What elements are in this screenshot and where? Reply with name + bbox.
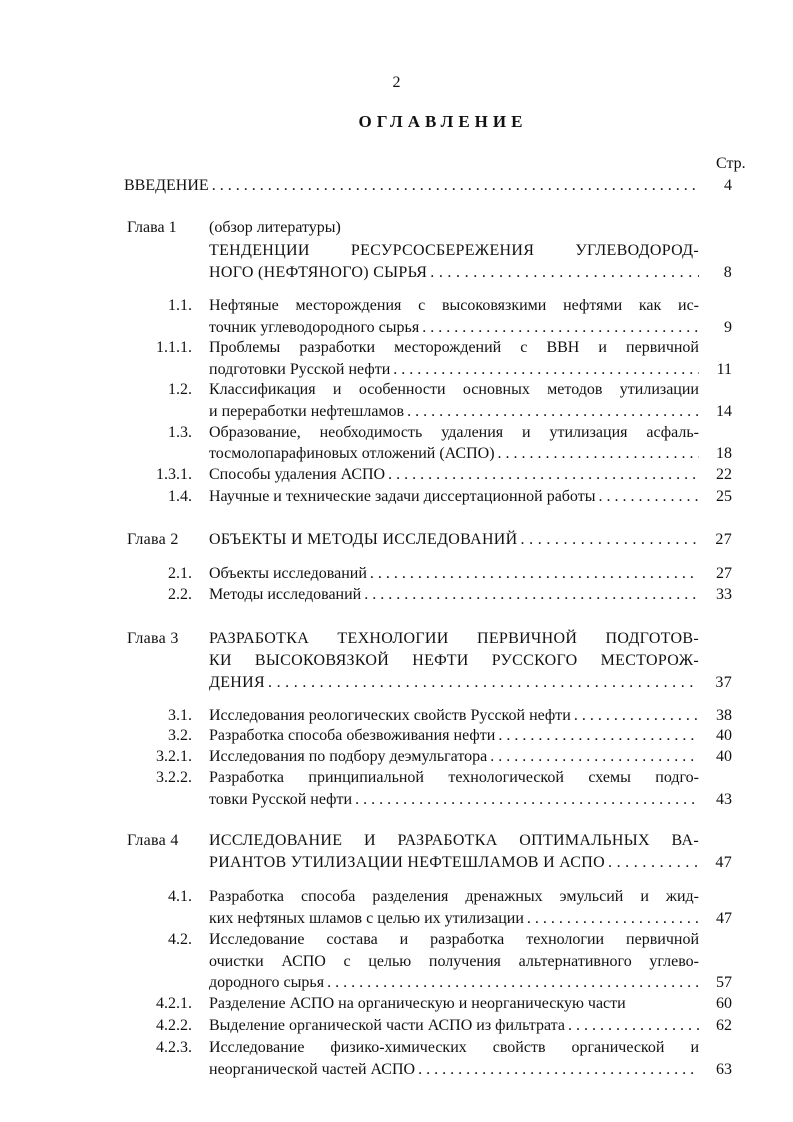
page-column-header: Стр. — [716, 155, 746, 172]
toc-page-number: 9 — [724, 319, 732, 336]
toc-section-3-1[interactable] — [0, 705, 793, 727]
chapter-title: ОБЪЕКТЫ И МЕТОДЫ ИССЛЕДОВАНИЙ — [209, 531, 518, 548]
section-title: Методы исследований — [209, 586, 362, 603]
section-title: Выделение органической части АСПО из фильтрата — [209, 1017, 565, 1034]
section-title: Нефтяные месторождения с высоковязкими нефтями как ис- — [209, 297, 699, 314]
section-title: Проблемы разработки месторождений с ВВН и первичной — [209, 339, 699, 356]
section-title: Способы удаления АСПО — [209, 466, 386, 483]
toc-page-number: 27 — [715, 531, 732, 548]
toc-section-1-2[interactable] — [0, 379, 793, 401]
section-number: 3.2.2. — [156, 769, 192, 786]
toc-chapter-2[interactable] — [0, 529, 793, 551]
toc-section-3-2-1[interactable] — [0, 746, 793, 768]
toc-page-number: 4 — [724, 177, 732, 194]
toc-section-2-2[interactable] — [0, 584, 793, 606]
toc-section-2-1[interactable] — [0, 563, 793, 585]
section-title: Исследование физико-химических свойств органической и — [209, 1039, 699, 1056]
section-number: 3.1. — [168, 707, 192, 724]
section-number: 4.1. — [168, 888, 192, 905]
section-title: товки Русской нефти — [209, 791, 353, 808]
page-title: ОГЛАВЛЕНИЕ — [358, 112, 528, 131]
chapter-title: НОГО (НЕФТЯНОГО) СЫРЬЯ — [209, 264, 428, 281]
toc-section-4-2-line-3[interactable] — [0, 972, 793, 994]
toc-chapter-4-line-2[interactable] — [0, 852, 793, 874]
section-title: Разработка способа обезвоживания нефти — [209, 727, 496, 744]
section-number: 1.3.1. — [156, 466, 192, 483]
chapter-title: ТЕНДЕНЦИИ РЕСУРСОСБЕРЕЖЕНИЯ УГЛЕВОДОРОД- — [209, 242, 699, 259]
toc-section-4-2[interactable] — [0, 929, 793, 951]
toc-page-number: 33 — [716, 586, 732, 603]
toc-page-number: 27 — [716, 565, 732, 582]
section-title: Исследования по подбору деэмульгатора — [209, 748, 488, 765]
section-title: подготовки Русской нефти — [209, 361, 391, 378]
chapter-title: КИ ВЫСОКОВЯЗКОЙ НЕФТИ РУССКОГО МЕСТОРОЖ- — [209, 652, 699, 669]
toc-chapter-1-header — [0, 217, 793, 239]
section-title: Разработка принципиальной технологической схемы подго- — [209, 769, 699, 786]
section-number: 1.1.1. — [156, 339, 192, 356]
toc-section-4-2-3[interactable] — [0, 1037, 793, 1059]
toc-page-number: 38 — [716, 707, 732, 724]
toc-page-number: 63 — [716, 1061, 732, 1078]
section-number: 2.1. — [168, 565, 192, 582]
section-number: 1.3. — [168, 424, 192, 441]
toc-page-number: 18 — [716, 445, 732, 462]
toc-chapter-1-title-line-1[interactable] — [0, 240, 793, 262]
section-title: ких нефтяных шламов с целью их утилизации — [209, 910, 524, 927]
page-number: 2 — [392, 74, 401, 91]
section-title: неорганической частей АСПО — [209, 1061, 416, 1078]
toc-section-3-2[interactable] — [0, 725, 793, 747]
toc-page-number: 40 — [716, 727, 732, 744]
toc-section-3-2-2-line-2[interactable] — [0, 789, 793, 811]
toc-chapter-1-title-line-2[interactable] — [0, 262, 793, 284]
toc-page-number: 47 — [716, 910, 732, 927]
toc-chapter-4-line-1[interactable] — [0, 830, 793, 852]
toc-page-number: 37 — [715, 674, 732, 691]
toc-page-number: 14 — [716, 403, 732, 420]
toc-section-4-2-3-line-2[interactable] — [0, 1059, 793, 1081]
chapter-number: Глава 1 — [127, 219, 177, 236]
section-title: Научные и технические задачи диссертационной работы — [209, 488, 596, 505]
section-number: 2.2. — [168, 586, 192, 603]
section-title: и переработки нефтешламов — [209, 403, 405, 420]
chapter-title: ИССЛЕДОВАНИЕ И РАЗРАБОТКА ОПТИМАЛЬНЫХ ВА- — [209, 832, 699, 849]
toc-page-number: 43 — [716, 791, 732, 808]
section-number: 4.2. — [168, 931, 192, 948]
chapter-title: РИАНТОВ УТИЛИЗАЦИИ НЕФТЕШЛАМОВ И АСПО — [209, 854, 605, 871]
section-title: очистки АСПО с целью получения альтернативного углево- — [209, 953, 699, 970]
toc-section-4-2-1[interactable] — [0, 993, 793, 1015]
section-number: 4.2.2. — [156, 1017, 192, 1034]
toc-page-number: 22 — [716, 466, 732, 483]
section-title: Объекты исследований — [209, 565, 367, 582]
toc-section-1-1-line-2[interactable] — [0, 317, 793, 339]
toc-section-4-1-line-2[interactable] — [0, 908, 793, 930]
toc-chapter-3-line-2[interactable] — [0, 650, 793, 672]
chapter-note: (обзор литературы) — [209, 219, 341, 236]
section-number: 4.2.1. — [156, 995, 192, 1012]
chapter-title: РАЗРАБОТКА ТЕХНОЛОГИИ ПЕРВИЧНОЙ ПОДГОТОВ- — [209, 630, 699, 647]
section-title: Исследования реологических свойств Русской нефти — [209, 707, 571, 724]
toc-page-number: 11 — [716, 361, 732, 378]
section-title: Образование, необходимость удаления и утилизация асфаль- — [209, 424, 699, 441]
toc-page-number: 62 — [716, 1017, 732, 1034]
section-title: точник углеводородного сырья — [209, 319, 420, 336]
section-number: 1.4. — [168, 488, 192, 505]
section-number: 1.1. — [168, 297, 192, 314]
section-number: 3.2. — [168, 727, 192, 744]
toc-page-number: 40 — [716, 748, 732, 765]
toc-section-1-1-1-line-2[interactable] — [0, 359, 793, 381]
section-title: дородного сырья — [209, 974, 325, 991]
toc-page-number: 8 — [723, 264, 732, 281]
chapter-title: ДЕНИЯ — [209, 674, 265, 691]
toc-section-1-2-line-2[interactable] — [0, 401, 793, 423]
toc-section-4-1[interactable] — [0, 886, 793, 908]
toc-section-3-2-2[interactable] — [0, 767, 793, 789]
toc-chapter-3-line-1[interactable] — [0, 628, 793, 650]
toc-section-1-3[interactable] — [0, 422, 793, 444]
toc-entry-title: ВВЕДЕНИЕ — [124, 177, 209, 194]
toc-section-1-3-1[interactable] — [0, 464, 793, 486]
section-number: 1.2. — [168, 381, 192, 398]
section-title: Классификация и особенности основных методов утилизации — [209, 381, 699, 398]
toc-section-1-4[interactable] — [0, 486, 793, 508]
chapter-number: Глава 2 — [127, 531, 179, 548]
toc-page-number: 47 — [715, 854, 732, 871]
toc-chapter-3-line-3[interactable] — [0, 672, 793, 694]
toc-page-number: 25 — [716, 488, 732, 505]
chapter-number: Глава 3 — [127, 630, 179, 647]
toc-page-number: 57 — [716, 974, 732, 991]
toc-section-4-2-2[interactable] — [0, 1015, 793, 1037]
toc-page-number: 60 — [716, 995, 732, 1012]
section-title: тосмолопарафиновых отложений (АСПО) — [209, 445, 495, 462]
toc-section-1-3-line-2[interactable] — [0, 443, 793, 465]
chapter-number: Глава 4 — [127, 832, 179, 849]
section-number: 4.2.3. — [156, 1039, 192, 1056]
toc-section-1-1-1[interactable] — [0, 337, 793, 359]
toc-section-1-1[interactable] — [0, 295, 793, 317]
section-number: 3.2.1. — [156, 748, 192, 765]
section-title: Исследование состава и разработка технологии первичной — [209, 931, 699, 948]
toc-section-4-2-line-2[interactable] — [0, 951, 793, 973]
section-title: Разработка способа разделения дренажных эмульсий и жид- — [209, 888, 699, 905]
toc-entry-introduction[interactable] — [0, 175, 793, 197]
section-title: Разделение АСПО на органическую и неорганическую части — [209, 995, 626, 1012]
